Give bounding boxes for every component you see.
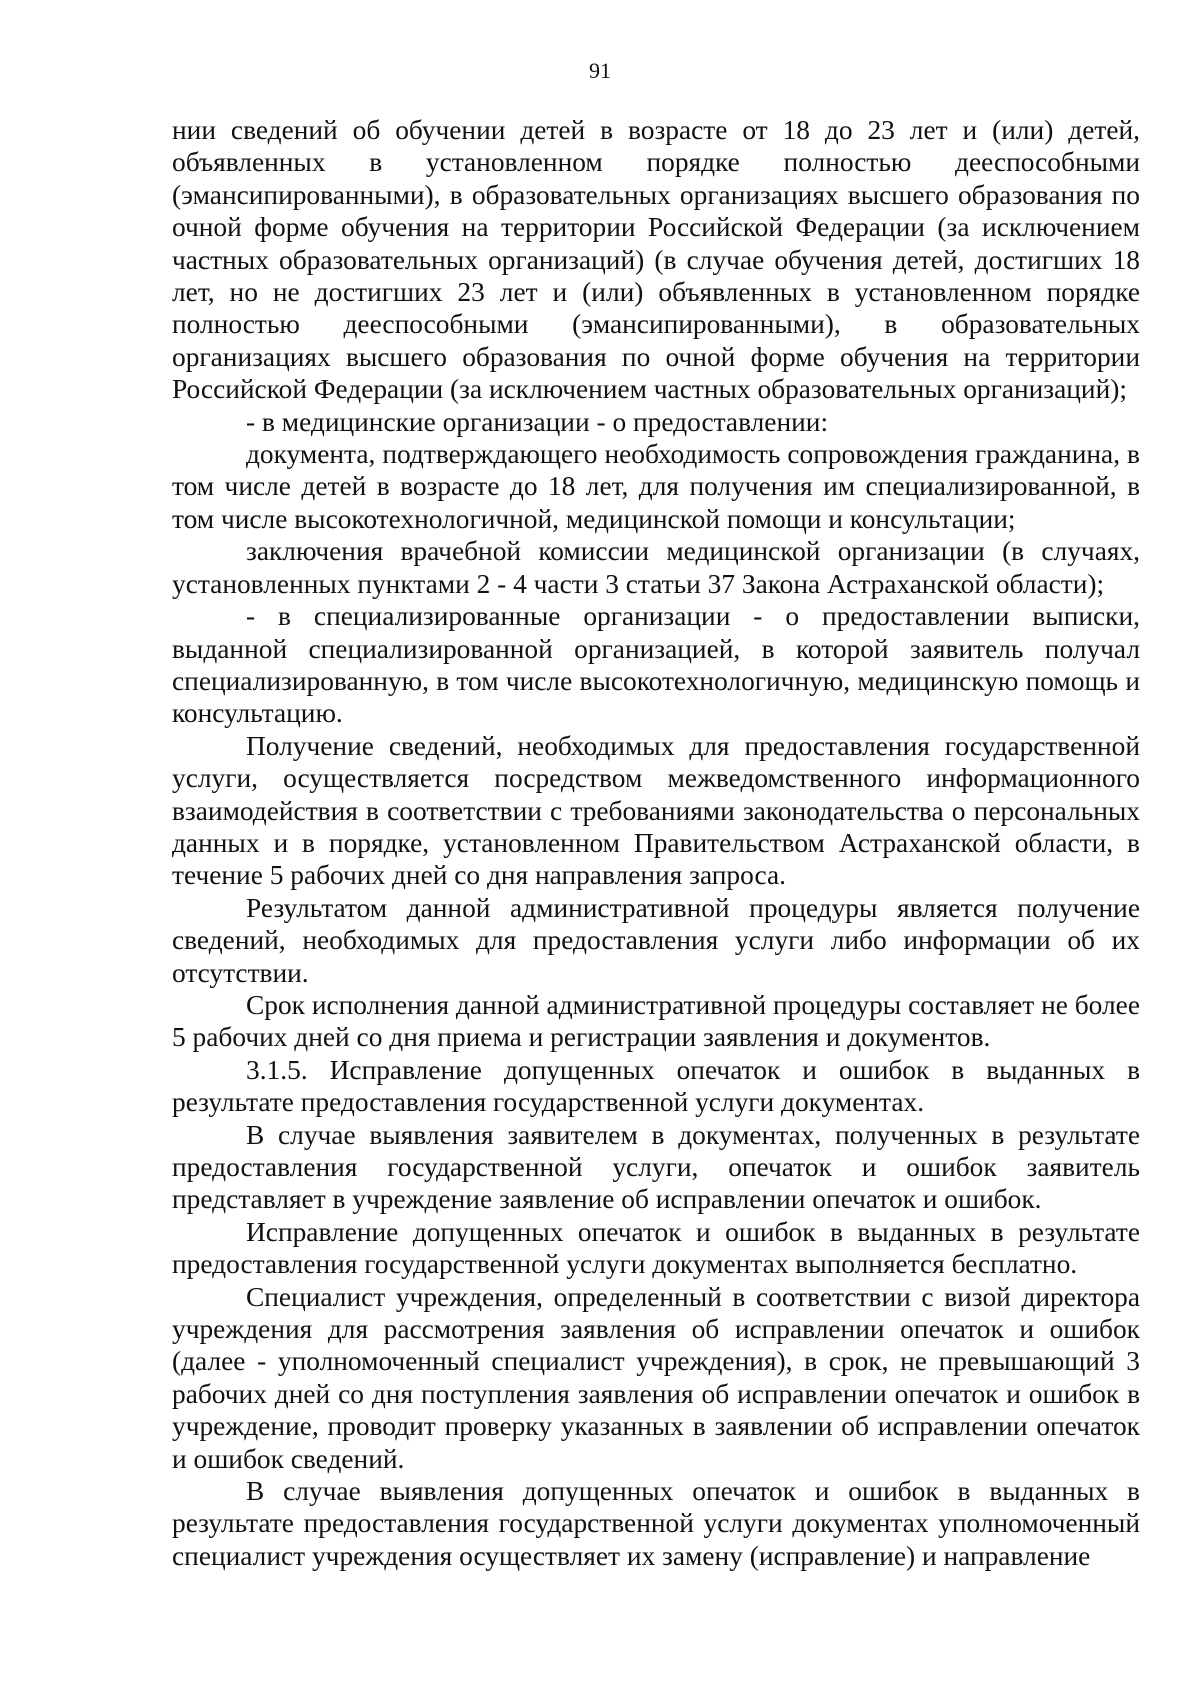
paragraph-continuation: нии сведений об обучении детей в возрасте от 18 до 23 лет и (или) детей, объявленных в установленном порядке полностью дееспособными (эмансипированными), в образовательных организациях высшего образования по очной форме обучения на территории Российской Федерации (за исключением частных образовательных организаций) (в случае обучения детей, достигших 18 лет, но не достигших 23 лет и (или) объявленных в установленном порядке полностью дееспособными (эмансипированными), в образовательных организациях высшего образования по очной форме обучения на территории Российской Федерации (за исключением частных образовательных организаций); (172, 115, 1140, 405)
paragraph-applicant-correction: В случае выявления заявителем в документах, полученных в результате предоставления государственной услуги, опечаток и ошибок заявитель представляет в учреждение заявление об исправлении опечаток и ошибок. (172, 1119, 1140, 1215)
paragraph-specialized-organizations: - в специализированные организации - о предоставлении выписки, выданной специализированной организацией, в которой заявитель получал специализированную, в том числе высокотехнологичную, медицинскую помощь и консультацию. (172, 601, 1140, 729)
paragraph-interagency-interaction: Получение сведений, необходимых для предоставления государственной услуги, осуществляется посредством межведомственного информационного взаимодействия в соответствии с требованиями законодательства о персональных данных и в порядке, установленном Правительством Астраханской области, в течение 5 рабочих дней со дня направления запроса. (172, 730, 1140, 891)
paragraph-procedure-result: Результатом данной административной процедуры является получение сведений, необходимых для предоставления услуги либо информации об их отсутствии. (172, 892, 1140, 988)
paragraph-medical-commission: заключения врачебной комиссии медицинской организации (в случаях, установленных пунктами 2 - 4 части 3 статьи 37 Закона Астраханской области); (172, 536, 1140, 599)
paragraph-procedure-term: Срок исполнения данной административной процедуры составляет не более 5 рабочих дней со дня приема и регистрации заявления и документов. (172, 989, 1140, 1053)
paragraph-free-correction: Исправление допущенных опечаток и ошибок в выданных в результате предоставления государственной услуги документах выполняется бесплатно. (172, 1216, 1140, 1280)
page-number: 91 (589, 58, 611, 83)
section-heading-3-1-5: 3.1.5. Исправление допущенных опечаток и ошибок в выданных в результате предоставления государственной услуги документах. (172, 1054, 1140, 1118)
paragraph-escort-document: документа, подтверждающего необходимость сопровождения гражданина, в том числе детей в возрасте до 18 лет, для получения им специализированной, в том числе высокотехнологичной, медицинской помощи и консультации; (172, 439, 1140, 534)
paragraph-replacement: В случае выявления допущенных опечаток и ошибок в выданных в результате предоставления государственной услуги документах уполномоченный специалист учреждения осуществляет их замену (исправление) и направление (172, 1476, 1140, 1571)
paragraph-medical-organizations: - в медицинские организации - о предоставлении: (246, 406, 829, 437)
paragraph-specialist-check: Специалист учреждения, определенный в соответствии с визой директора учреждения для рассмотрения заявления об исправлении опечаток и ошибок (далее - уполномоченный специалист учреждения), в срок, не превышающий 3 рабочих дней со дня поступления заявления об исправлении опечаток и ошибок в учреждение, проводит проверку указанных в заявлении об исправлении опечаток и ошибок сведений. (172, 1281, 1140, 1474)
document-body (172, 114, 1140, 1572)
